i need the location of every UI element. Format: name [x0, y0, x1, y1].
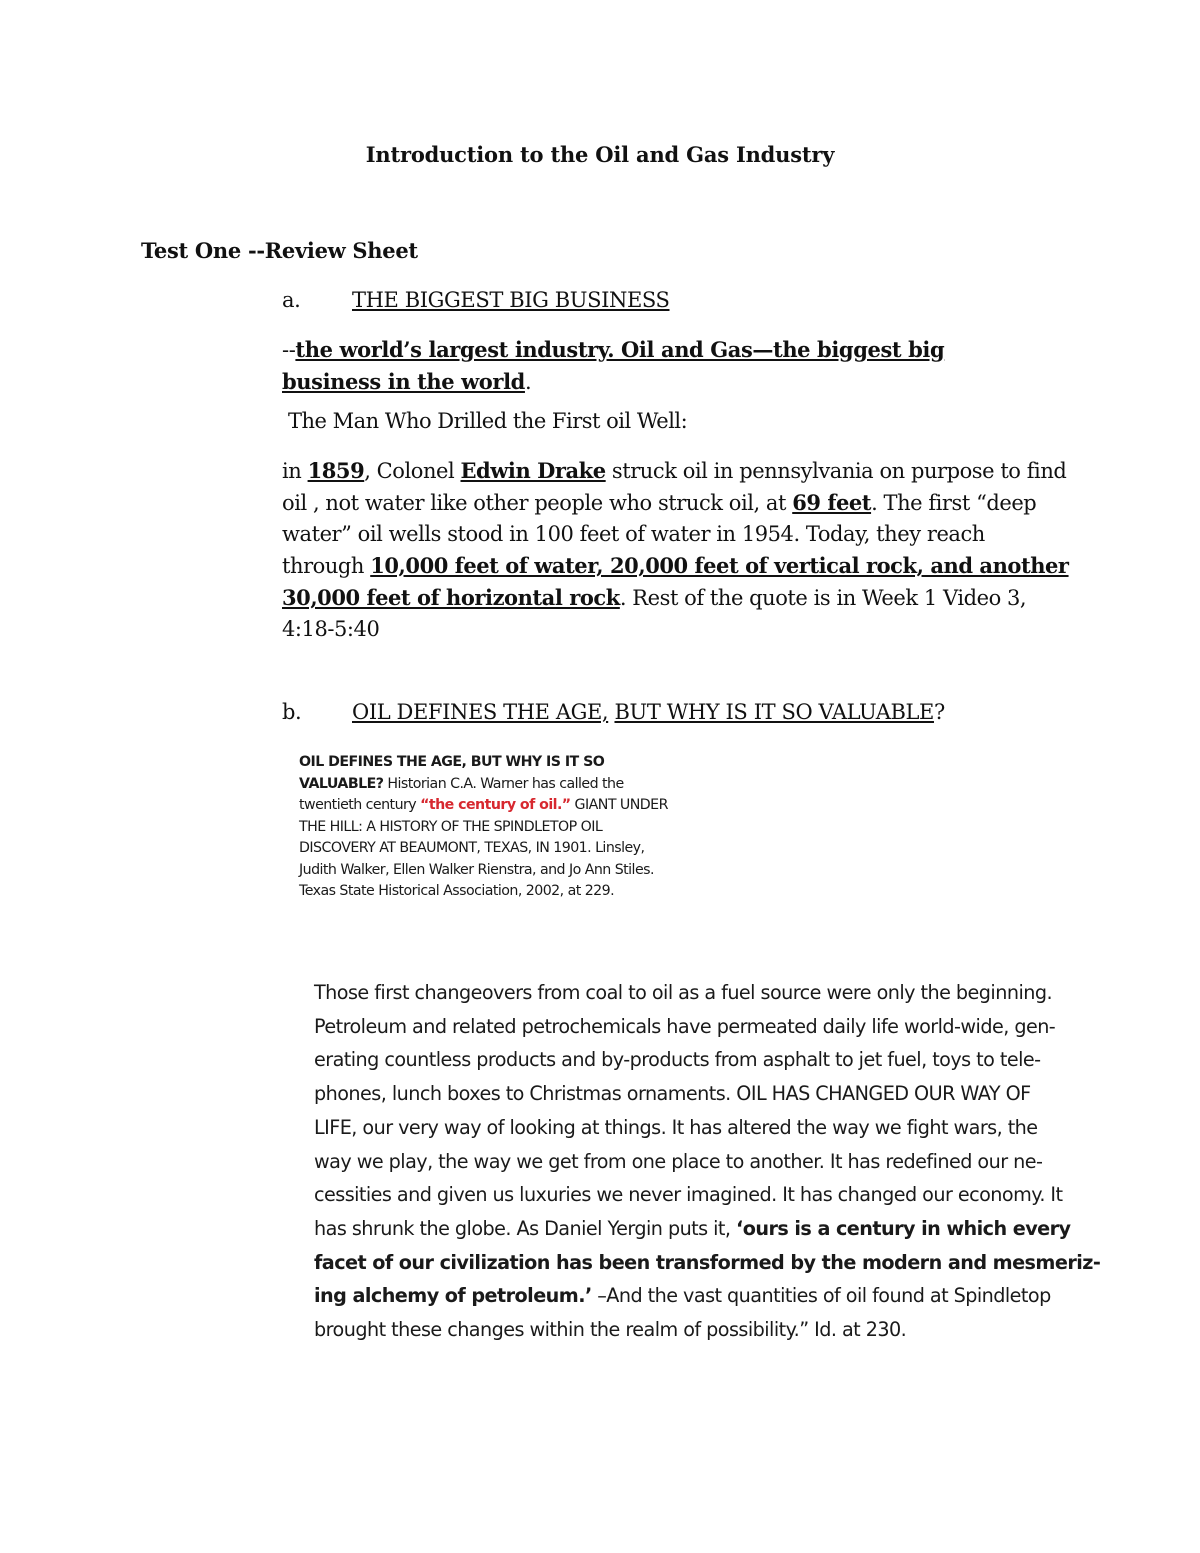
quote-line: brought these changes within the realm of possibility.” Id. at 230. — [314, 1318, 907, 1342]
section-a-heading — [282, 288, 670, 312]
para-name: Edwin Drake — [460, 458, 606, 483]
para-text-3: struck oil in pennsylvania on purpose to find oil , not water like other people who struck oil, at — [282, 459, 1067, 515]
excerpt-text-1: Historian C.A. Warner has called the twentieth century — [299, 775, 624, 813]
section-a-title: THE BIGGEST BIG BUSINESS — [352, 288, 670, 312]
section-b-letter: b. — [282, 700, 302, 724]
quote-line: Petroleum and related petrochemicals have permeated daily life world-wide, gen- — [314, 1014, 1056, 1038]
section-a-letter: a. — [282, 288, 301, 312]
quote-line8-prefix: has shrunk the globe. As Daniel Yergin puts it, — [314, 1216, 737, 1240]
section-b-title-end: ? — [933, 700, 945, 724]
quote-line: cessities and given us luxuries we never imagined. It has changed our economy. It — [314, 1183, 1063, 1207]
quote-line — [314, 1279, 1129, 1313]
lead-underlined: the world’s largest industry. Oil and Gas—the biggest big business in the world — [282, 337, 945, 394]
excerpt-red-quote: “the century of oil.” — [420, 797, 571, 813]
lead-suffix: . — [524, 370, 532, 394]
section-b-title-part2: BUT WHY IS IT SO VALUABLE — [614, 700, 934, 724]
quote-line: phones, lunch boxes to Christmas ornaments. OIL HAS CHANGED OUR WAY OF — [314, 1082, 1031, 1106]
excerpt-text-2: GIANT UNDER THE HILL: A HISTORY OF THE SPINDLETOP OIL DISCOVERY AT BEAUMONT, TEXAS, IN 1901. Linsley, Judith Walker, Ellen Walker Rienstra, and Jo Ann Stiles. Texas State Historical Association, 2002, at 229. — [299, 797, 668, 899]
yergin-quote-start: ‘ours is a century in which every — [736, 1216, 1071, 1240]
quote-line: way we play, the way we get from one place to another. It has redefined our ne- — [314, 1149, 1043, 1173]
document-title: Introduction to the Oil and Gas Industry — [365, 142, 835, 167]
para-text-4: . The first “deep water” oil wells stood in 100 feet of water in 1954. Today, they reach through — [282, 491, 1037, 578]
para-depth: 69 feet — [792, 490, 872, 515]
quote-line: LIFE, our very way of looking at things. It has altered the way we fight wars, the — [314, 1115, 1038, 1139]
para-reach: 10,000 feet of water, 20,000 feet of vertical rock, and another 30,000 feet of horizontal rock — [282, 553, 1069, 610]
book-excerpt — [299, 752, 679, 903]
para-year: 1859 — [307, 458, 365, 483]
yergin-quote-end: ing alchemy of petroleum.’ — [314, 1284, 592, 1308]
quote-line10-rest: –And the vast quantities of oil found at Spindletop — [591, 1284, 1051, 1308]
section-a-lead — [282, 334, 1042, 398]
lead-prefix: -- — [282, 338, 296, 362]
quote-line — [314, 1246, 1129, 1280]
para-text-1: in — [282, 459, 308, 483]
quote-line: Those first changeovers from coal to oil as a fuel source were only the beginning. — [314, 981, 1053, 1004]
section-b-title-part1: OIL DEFINES THE AGE, — [352, 700, 609, 724]
document-subtitle: Test One --Review Sheet — [141, 238, 418, 263]
quote-line: erating countless products and by-products from asphalt to jet fuel, toys to tele- — [314, 1048, 1041, 1072]
drake-paragraph — [282, 455, 1072, 645]
section-b-heading — [282, 700, 945, 724]
para-text-2: , Colonel — [364, 459, 461, 483]
para-text-5: . Rest of the quote is in Week 1 Video 3, 4:18-5:40 — [282, 586, 1027, 641]
yergin-quote-middle: facet of our civilization has been transformed by the modern and mesmeriz- — [314, 1250, 1101, 1274]
quote-line — [314, 1212, 1129, 1246]
spindletop-quote — [314, 976, 1129, 1347]
drill-heading: The Man Who Drilled the First oil Well: — [288, 409, 688, 433]
excerpt-bold: OIL DEFINES THE AGE, BUT WHY IS IT SO VALUABLE? — [299, 754, 605, 792]
